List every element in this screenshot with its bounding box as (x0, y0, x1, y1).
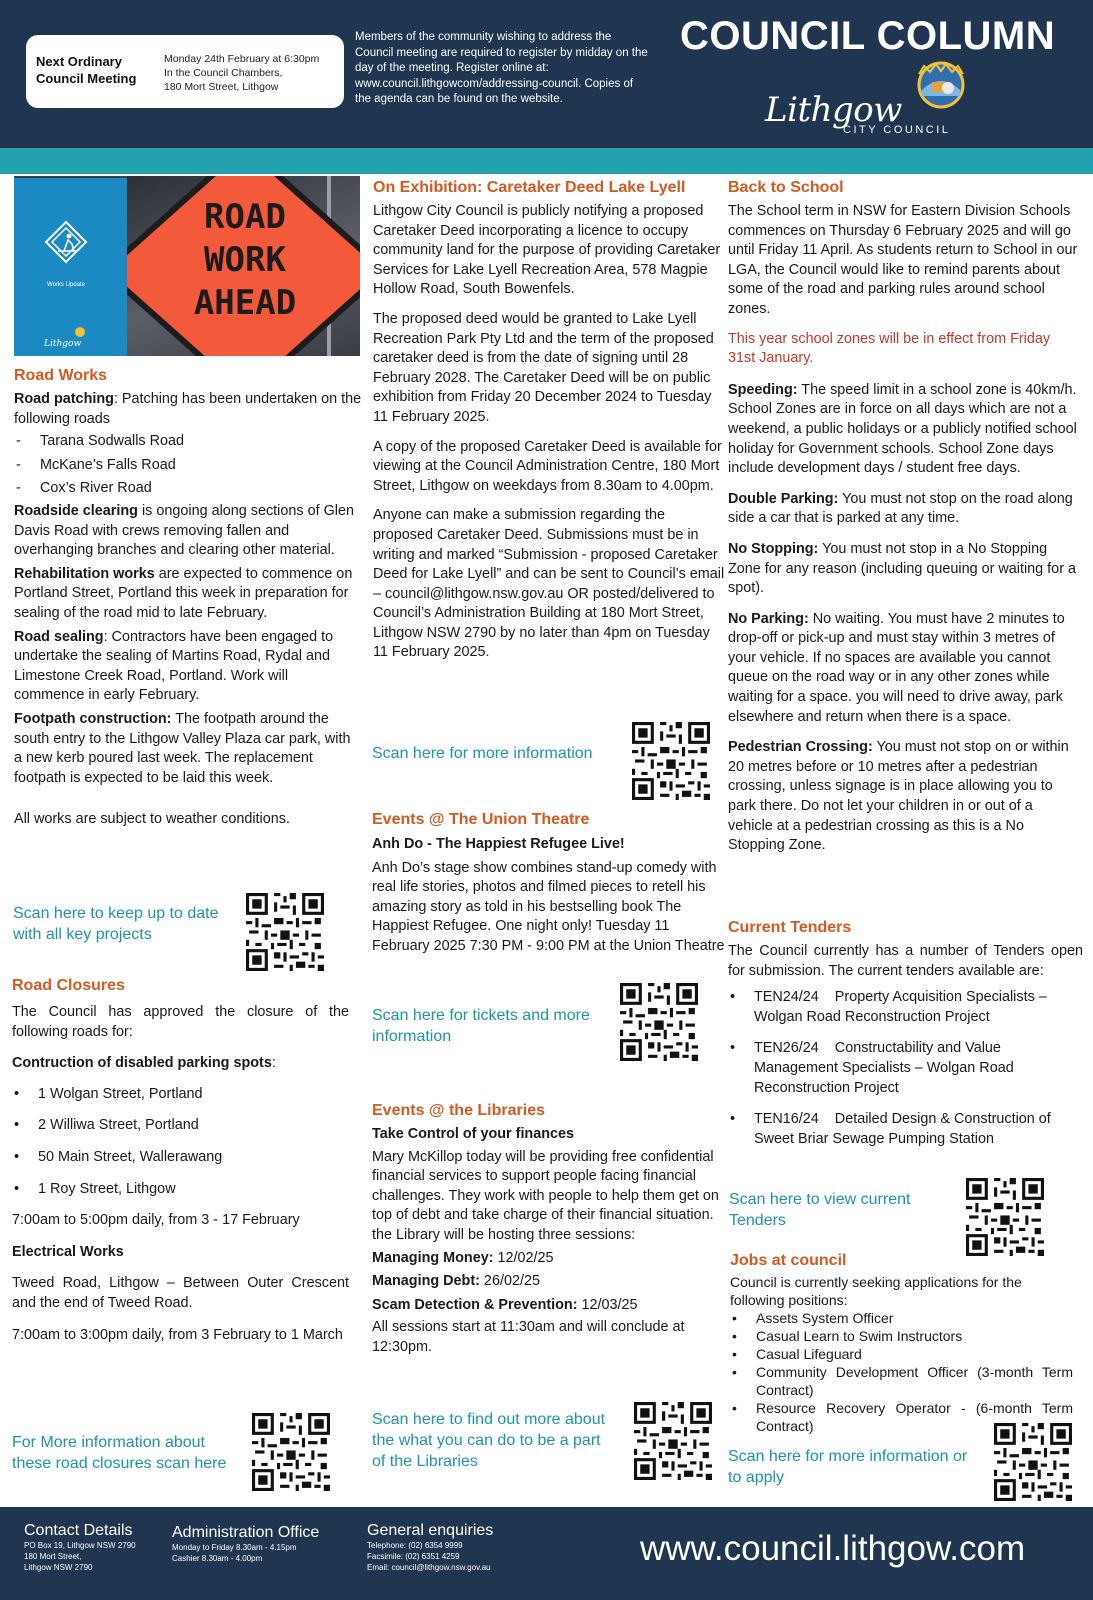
jobs-list (730, 1309, 1073, 1435)
qr-code-icon[interactable] (252, 1413, 330, 1491)
tenders-heading: Current Tenders (728, 919, 852, 936)
caretaker-scan-link[interactable]: Scan here for more information (372, 745, 593, 762)
works-update-caption: Works Update (47, 282, 85, 288)
enquiries-line: Facsimile: (02) 6351 4259 (367, 1552, 460, 1561)
mini-logo: Lithgow (44, 339, 82, 349)
enquiries-line: Telephone: (02) 6354 9999 (367, 1541, 463, 1550)
road-closures-heading: Road Closures (12, 977, 125, 994)
electrical-works-label: Electrical Works (12, 1243, 124, 1260)
sign-line-1: ROAD (204, 197, 286, 237)
list-item: • TEN16/24 Detailed Design & Construction of Sweet Briar Sewage Pumping Station (728, 1110, 1083, 1149)
electrical-hours: 7:00am to 3:00pm daily, from 3 February to 1 March (12, 1326, 343, 1343)
admin-line: Monday to Friday 8.30am - 4.15pm (172, 1543, 297, 1552)
council-logo (765, 60, 995, 140)
libraries-heading: Events @ the Libraries (372, 1102, 545, 1119)
jobs-heading: Jobs at council (730, 1252, 847, 1269)
caretaker-para-2: The proposed deed would be granted to Lake Lyell Recreation Park Pty Ltd and the term of the proposed caretaker deed is from the date of signing until 28 February 2028. The Caretaker Deed will be on public exhibition from Friday 20 December 2024 to Tuesday 11 February 2025. (373, 310, 714, 425)
list-item: • 2 Williwa Street, Portland (12, 1116, 349, 1136)
tenders-intro: The Council currently has a number of Tenders open for submission. The current tenders available are: (728, 943, 1083, 979)
footer (0, 1507, 1093, 1600)
sign-line-2: WORK (204, 240, 286, 280)
weather-note: All works are subject to weather conditions. (14, 811, 290, 828)
road-closures-intro: The Council has approved the closure of the following roads for: (12, 1004, 349, 1040)
school-heading: Back to School (728, 179, 844, 196)
list-item: • TEN26/24 Constructability and Value Management Specialists – Wolgan Road Reconstruction Project (728, 1039, 1083, 1098)
admin-line: Cashier 8.30am - 4.00pm (172, 1554, 263, 1563)
column-middle (373, 176, 725, 663)
list-item: • Resource Recovery Operator - (6-month Term Contract) (730, 1399, 1073, 1435)
meeting-details: Monday 24th February at 6:30pm In the Council Chambers, 180 Mort Street, Lithgow (164, 53, 320, 93)
logo-subtitle: CITY COUNCIL (843, 124, 951, 136)
road-sign-photo (127, 176, 360, 356)
list-item: • Assets System Officer (730, 1309, 1073, 1327)
no-parking-rule: No Parking: No waiting. You must have 2 minutes to drop-off or pick-up and must stay within 3 metres of your vehicle. If no spaces are available you cannot queue on the road way or in any other zones while waiting for a space. you will need to drive away, park elsewhere and return when there is a space. (728, 610, 1065, 725)
session-item: Managing Debt: 26/02/25 (372, 1273, 540, 1290)
theatre-section (372, 810, 727, 957)
school-intro: The School term in NSW for Eastern Division Schools commences on Thursday 6 February 2025 and will go until Friday 11 April. As students return to School in our LGA, the Council would like to remind parents about some of the road and parking rules around school zones. (728, 203, 1078, 317)
libraries-text: Mary McKillop today will be providing free confidential financial services to support people facing financial challenges. They work with people to help them get on top of debt and take charge of their financial situation. the Library will be hosting three sessions: (372, 1148, 719, 1243)
theatre-text: Anh Do’s stage show combines stand-up comedy with real life stories, photos and filmed pieces to retell his amazing story as told in his bestselling book The Happiest Refugee. One night only! Tuesday 11 February 2025 7:30 PM - 9:00 PM at the Union Theatre (372, 859, 725, 954)
crest-icon (910, 60, 972, 110)
column-left (14, 176, 362, 830)
list-item: - Cox’s River Road (14, 479, 362, 499)
enquiries-heading: General enquiries (367, 1522, 494, 1539)
speeding-rule: Speeding: The speed limit in a school zone is 40km/h. School Zones are in force on all days which are not a weekend, a public holidays or a publicly notified school holiday for Government schools. School Zone days include development days / student free days. (728, 381, 1077, 477)
list-item: • 1 Roy Street, Lithgow (12, 1180, 349, 1200)
list-item: - Tarana Sodwalls Road (14, 432, 362, 452)
tenders-scan-link[interactable]: Scan here to view current Tenders (729, 1191, 911, 1229)
meeting-label: Next Ordinary Council Meeting (36, 54, 137, 86)
meeting-box (26, 35, 344, 108)
session-item: Managing Money: 12/02/25 (372, 1249, 554, 1266)
caretaker-para-4: Anyone can make a submission regarding the proposed Caretaker Deed. Submissions must be in writing and marked “Submission - proposed Caretaker Deed for Lake Lyell” and can be sent to Council’s email – council@lithgow.nsw.gov.au OR posted/delivered to Council’s Administration Building at 180 Mort Street, Lithgow NSW 2790 by no later than 4pm on Tuesday 11 February 2025. (373, 507, 725, 661)
list-item: • 1 Wolgan Street, Portland (12, 1085, 349, 1105)
no-stopping-rule: No Stopping: You must not stop in a No Stopping Zone for any reason (including queuing or waiting for a spot). (728, 540, 1076, 597)
list-item: • Community Development Officer (3-month Term Contract) (730, 1363, 1073, 1399)
list-item: • Casual Learn to Swim Instructors (730, 1327, 1073, 1345)
road-works-heading: Road Works (14, 367, 108, 384)
patched-roads-list (14, 432, 362, 499)
list-item: • Casual Lifeguard (730, 1345, 1073, 1363)
theatre-heading: Events @ The Union Theatre (372, 811, 590, 828)
mini-crest-icon (75, 327, 85, 337)
contact-line: Lithgow NSW 2790 (24, 1563, 93, 1572)
school-zone-notice: This year school zones will be in effect from Friday 31st January. (728, 330, 1051, 367)
contact-line: 180 Mort Street, (24, 1552, 82, 1561)
qr-code-icon[interactable] (966, 1178, 1044, 1256)
list-item: • TEN24/24 Property Acquisition Specialists – Wolgan Road Reconstruction Project (728, 988, 1083, 1027)
road-closures-section (12, 976, 349, 1345)
roadworks-icon (46, 222, 86, 262)
works-update-image (14, 176, 360, 356)
logo-wordmark: Lithgow (765, 90, 902, 130)
libraries-scan-link[interactable]: Scan here to find out more about the what you can do to be a part of the Libraries (372, 1411, 606, 1470)
libraries-subheading: Take Control of your finances (372, 1126, 575, 1142)
road-sealing-text: Road sealing: Contractors have been engaged to undertake the sealing of Martins Road, Rydal and Limestone Creek Road, Portland. Work will commence in early February. (14, 628, 334, 704)
caretaker-heading: On Exhibition: Caretaker Deed Lake Lyell (373, 179, 686, 196)
column-right (728, 176, 1078, 856)
libraries-section (372, 1101, 724, 1358)
jobs-section (730, 1251, 1073, 1435)
works-update-panel (14, 178, 127, 356)
jobs-scan-link[interactable]: Scan here for more information or to apply (728, 1448, 968, 1486)
qr-code-icon[interactable] (246, 893, 324, 971)
rehabilitation-text: Rehabilitation works are expected to commence on Portland Street, Portland this week in preparation for sealing of the road mid to late February. (14, 565, 353, 621)
key-projects-scan-link[interactable]: Scan here to keep up to date with all key projects (13, 905, 219, 943)
tenders-list (728, 988, 1083, 1149)
teal-divider (0, 148, 1093, 174)
admin-heading: Administration Office (172, 1524, 320, 1541)
road-closures-scan-link[interactable]: For More information about these road closures scan here (12, 1434, 227, 1472)
caretaker-para-3: A copy of the proposed Caretaker Deed is available for viewing at the Council Administration Centre, 180 Mort Street, Lithgow on weekdays from 8.30am to 4.00pm. (373, 438, 722, 494)
road-patching-text: Road patching: Patching has been undertaken on the following roads (14, 391, 362, 427)
header-banner (0, 0, 1093, 148)
contact-heading: Contact Details (24, 1522, 133, 1539)
sign-line-3: AHEAD (193, 283, 297, 323)
enquiries-line: Email: council@lithgow.nsw.gov.au (367, 1563, 491, 1572)
footpath-text: Footpath construction: The footpath around the south entry to the Lithgow Valley Plaza car park, with a new kerb poured last week. The replacement footpath is expected to be laid this week. (14, 710, 351, 786)
website-link[interactable]: www.council.lithgow.com (640, 1529, 1026, 1568)
caretaker-para-1: Lithgow City Council is publicly notifying a proposed Caretaker Deed incorporating a licence to occupy community land for the purpose of providing Caretaker Services for Lake Lyell Recreation Area, 578 Magpie Hollow Road, South Bowenfels. (373, 203, 721, 298)
qr-code-icon[interactable] (620, 983, 698, 1061)
electrical-works-text: Tweed Road, Lithgow – Between Outer Crescent and the end of Tweed Road. (12, 1275, 349, 1311)
road-work-sign (127, 176, 360, 356)
jobs-intro: Council is currently seeking applications for the following positions: (730, 1274, 1022, 1308)
list-item: • 50 Main Street, Wallerawang (12, 1148, 349, 1168)
theatre-scan-link[interactable]: Scan here for tickets and more information (372, 1007, 590, 1045)
parking-hours: 7:00am to 5:00pm daily, from 3 - 17 February (12, 1212, 300, 1229)
register-note: Members of the community wishing to address the Council meeting are required to register by midday on the day of the meeting. Register online at: www.council.lithgowcom/addressing-council. Copies of the agenda can be found on the website. (355, 31, 648, 105)
page-title: COUNCIL COLUMN (680, 14, 1056, 58)
list-item: - McKane’s Falls Road (14, 456, 362, 476)
roadside-clearing-text: Roadside clearing is ongoing along sections of Glen Davis Road with crews removing fallen and overhanging branches and clearing other material. (14, 502, 354, 559)
contact-line: PO Box 19, Lithgow NSW 2790 (24, 1541, 136, 1550)
tenders-section (728, 918, 1083, 1149)
qr-code-icon[interactable] (634, 1402, 712, 1480)
closed-streets-list (12, 1085, 349, 1199)
libraries-closing: All sessions start at 11:30am and will conclude at 12:30pm. (372, 1319, 685, 1355)
parking-works-label: Contruction of disabled parking spots: (12, 1055, 276, 1072)
qr-code-icon[interactable] (632, 722, 710, 800)
session-item: Scam Detection & Prevention: 12/03/25 (372, 1296, 638, 1313)
pedestrian-crossing-rule: Pedestrian Crossing: You must not stop on or within 20 metres before or 10 metres after a pedestrian crossing, unless signage is in place allowing you to park there. Do not let your children in or out of a vehicle at a pedestrian crossing as this is a No Stopping Zone. (728, 739, 1069, 854)
theatre-subheading: Anh Do - The Happiest Refugee Live! (372, 836, 625, 852)
qr-code-icon[interactable] (994, 1423, 1072, 1501)
double-parking-rule: Double Parking: You must not stop on the road along side a car that is parked at any time. (728, 490, 1073, 527)
